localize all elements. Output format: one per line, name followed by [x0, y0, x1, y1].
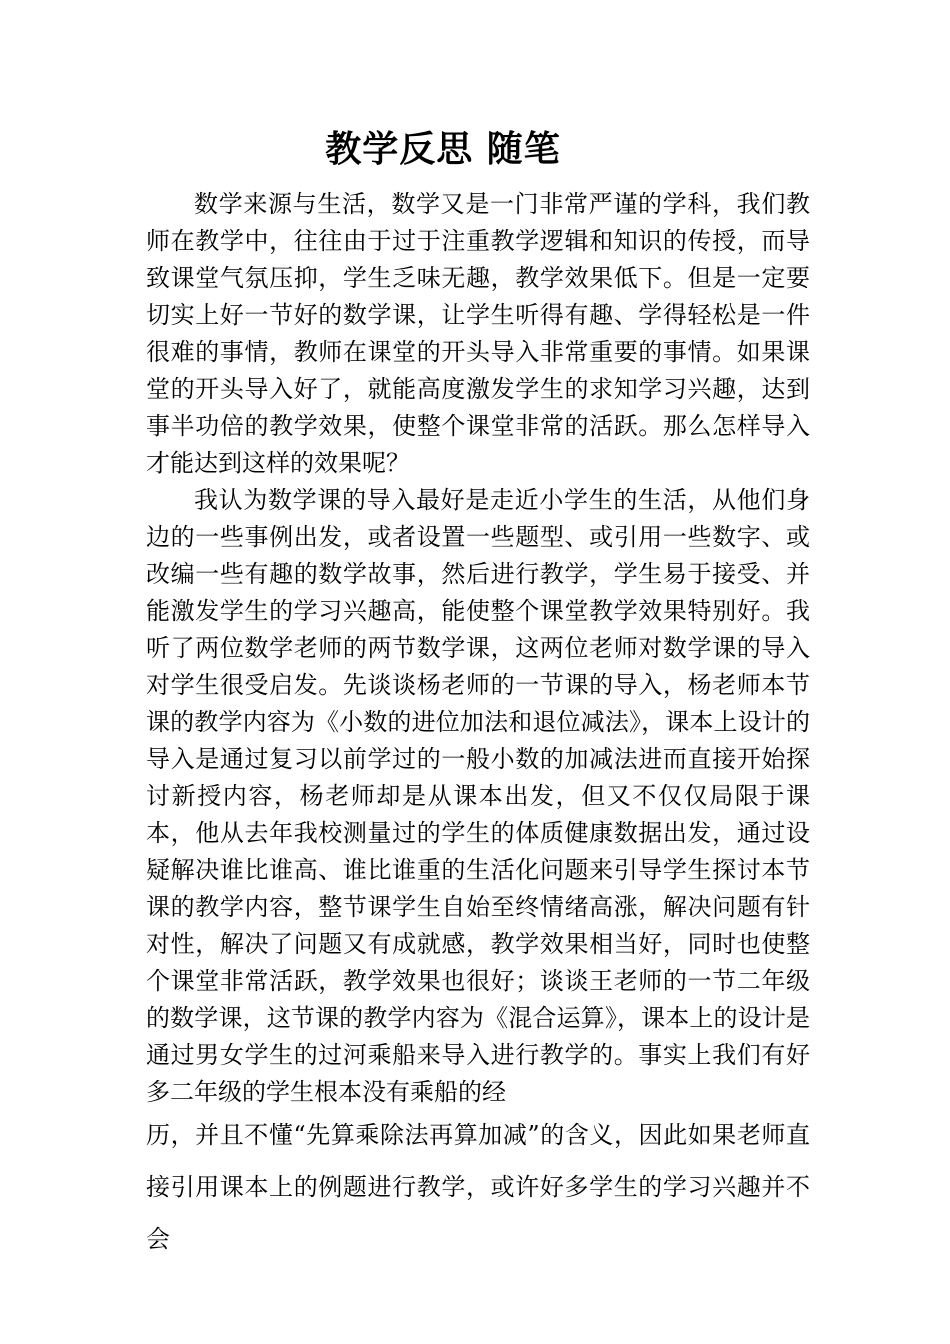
paragraph-2: 我认为数学课的导入最好是走近小学生的生活，从他们身边的一些事例出发，或者设置一些题型、或引用一些数字、或改编一些有趣的数学故事，然后进行教学，学生易于接受、并能激发学生的学习兴趣高，能使整个课堂教学效果特别好。我听了两位数学老师的两节数学课，这两位老师对数学课的导入对学生很受启发。先谈谈杨老师的一节课的导入，杨老师本节课的教学内容为《小数的进位加法和退位减法》，课本上设计的导入是通过复习以前学过的一般小数的加减法进而直接开始探讨新授内容，杨老师却是从课本出发，但又不仅仅局限于课本，他从去年我校测量过的学生的体质健康数据出发，通过设疑解决谁比谁高、谁比谁重的生活化问题来引导学生探讨本节课的教学内容，整节课学生自始至终情绪高涨，解决问题有针对性，解决了问题又有成就感，教学效果相当好，同时也使整个课堂非常活跃，教学效果也很好；谈谈王老师的一节二年级的数学课，这节课的教学内容为《混合运算》，课本上的设计是通过男女学生的过河乘船来导入进行教学的。事实上我们有好多二年级的学生根本没有乘船的经 — [146, 486, 810, 1106]
document-title: 教学反思 随笔 — [325, 128, 561, 170]
continuation-paragraph: 历，并且不懂“先算乘除法再算加减”的含义，因此如果老师直接引用课本上的例题进行教学，或许好多学生的学习兴趣并不会 — [146, 1121, 810, 1253]
document-body — [146, 186, 810, 1111]
document-continuation — [146, 1109, 810, 1265]
paragraph-1: 数学来源与生活，数学又是一门非常严谨的学科，我们教师在教学中，往往由于过于注重教学逻辑和知识的传授，而导致课堂气氛压抑，学生乏味无趣，教学效果低下。但是一定要切实上好一节好的数学课，让学生听得有趣、学得轻松是一件很难的事情，教师在课堂的开头导入非常重要的事情。如果课堂的开头导入好了，就能高度激发学生的求知学习兴趣，达到事半功倍的教学效果，使整个课堂非常的活跃。那么怎样导入才能达到这样的效果呢？ — [146, 190, 810, 477]
